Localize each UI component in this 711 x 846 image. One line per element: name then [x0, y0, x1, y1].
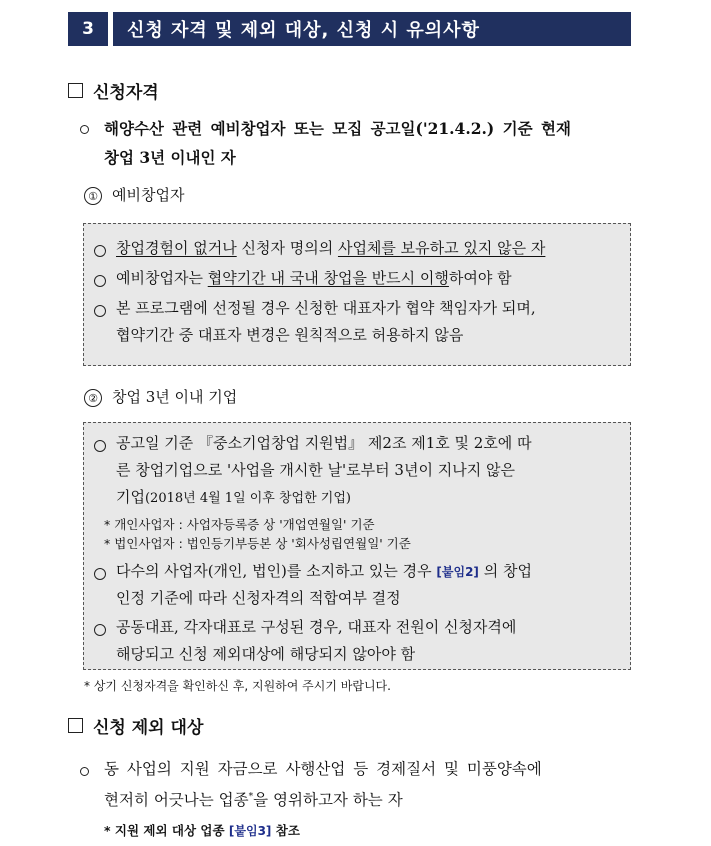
sub2-item1-line2: 른 창업기업으로 '사업을 개시한 날'로부터 3년이 지나지 않은: [116, 461, 515, 479]
sub1-item-2: 예비창업자는 협약기간 내 국내 창업을 반드시 이행하여야 함: [116, 269, 512, 287]
sub2-item1-line3: 기업(2018년 4월 1일 이후 창업한 기업): [116, 488, 351, 506]
eligibility-heading: [68, 78, 159, 103]
circled-number-2: ②: [84, 389, 102, 407]
eligibility-footnote: * 상기 신청자격을 확인하신 후, 지원하여 주시기 바랍니다.: [84, 679, 391, 693]
hollow-circle-icon: [94, 440, 106, 452]
hollow-circle-icon: [94, 568, 106, 580]
sub1-item-1: 창업경험이 없거나 신청자 명의의 사업체를 보유하고 있지 않은 자: [116, 239, 546, 257]
exclusion-note: * 지원 제외 대상 업종 [붙임3] 참조: [104, 823, 300, 838]
eligibility-main-line2: 창업 3년 이내인 자: [104, 148, 236, 167]
exclusion-heading: [68, 713, 203, 738]
sub2-item3-line1: 공동대표, 각자대표로 구성된 경우, 대표자 전원이 신청자격에: [116, 618, 517, 636]
section-number: 3: [68, 12, 108, 46]
sub2-note-2: * 법인사업자 : 법인등기부등본 상 '회사성립연월일' 기준: [104, 536, 411, 551]
attachment-2-ref: [붙임2]: [436, 565, 479, 579]
hollow-circle-icon: [94, 305, 106, 317]
sub2-conditions-box: [83, 422, 631, 670]
exclusion-heading-text: 신청 제외 대상: [93, 718, 204, 738]
hollow-circle-icon: [94, 245, 106, 257]
sub2-label: 창업 3년 이내 기업: [112, 388, 238, 406]
sub2-item1-line1: 공고일 기준 『중소기업창업 지원법』 제2조 제1호 및 2호에 따: [116, 434, 532, 452]
sub2-item2-line2: 인정 기준에 따라 신청자격의 적합여부 결정: [116, 589, 401, 607]
eligibility-main-line1: 해양수산 관련 예비창업자 또는 모집 공고일('21.4.2.) 기준 현재: [104, 119, 571, 138]
checkbox-square-icon: [68, 83, 83, 98]
exclusion-line1: 동 사업의 지원 자금으로 사행산업 등 경제질서 및 미풍양속에: [104, 760, 542, 778]
section-header: [68, 12, 631, 46]
sub2-note-1: * 개인사업자 : 사업자등록증 상 '개업연월일' 기준: [104, 517, 375, 532]
sub1-conditions-box: [83, 223, 631, 366]
checkbox-square-icon: [68, 718, 83, 733]
sub1-item-3-line2: 협약기간 중 대표자 변경은 원칙적으로 허용하지 않음: [116, 326, 464, 344]
exclusion-line2: 현저히 어긋나는 업종*을 영위하고자 하는 자: [104, 791, 403, 810]
hollow-circle-icon: [94, 275, 106, 287]
circled-number-1: ①: [84, 187, 102, 205]
eligibility-heading-text: 신청자격: [93, 83, 159, 103]
sub1-item-3-line1: 본 프로그램에 선정될 경우 신청한 대표자가 협약 책임자가 되며,: [116, 299, 536, 317]
sub1-label: 예비창업자: [112, 186, 185, 204]
circle-bullet-icon: [80, 125, 89, 134]
sub2-item2-line1: 다수의 사업자(개인, 법인)를 소지하고 있는 경우 [붙임2] 의 창업: [116, 562, 532, 580]
sub2-item3-line2: 해당되고 신청 제외대상에 해당되지 않아야 함: [116, 645, 416, 663]
hollow-circle-icon: [94, 624, 106, 636]
circle-bullet-icon: [80, 767, 89, 776]
section-title: 신청 자격 및 제외 대상, 신청 시 유의사항: [113, 12, 631, 46]
attachment-3-ref: [붙임3]: [228, 824, 272, 838]
